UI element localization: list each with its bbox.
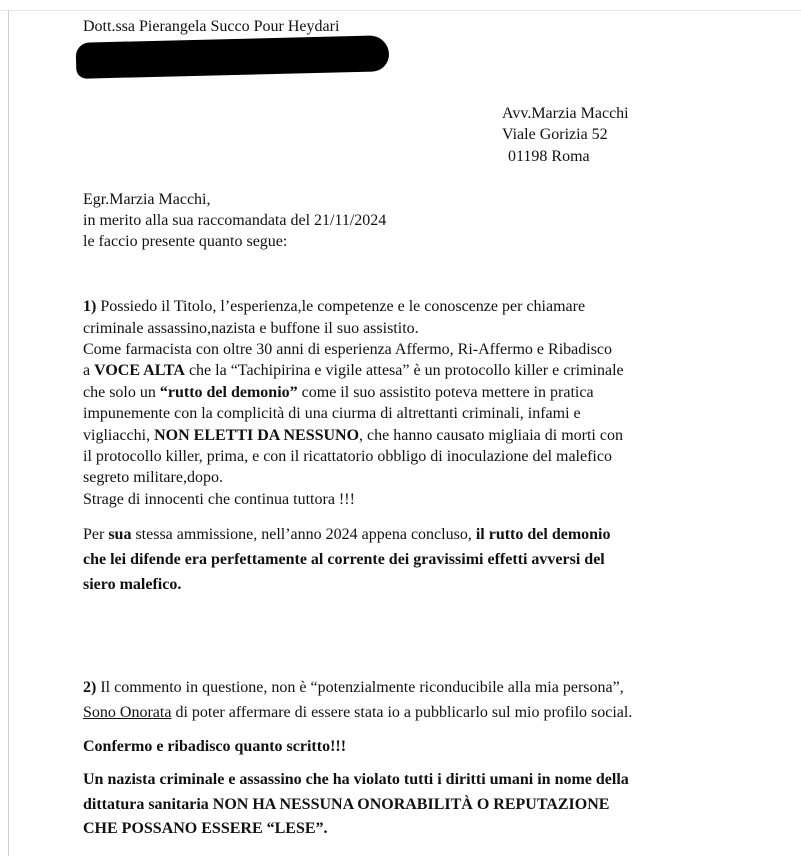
point1-para2-line-2: che lei difende era perfettamente al corrente dei gravissimi effetti avversi del xyxy=(83,551,605,568)
opening-line-2: in merito alla sua raccomandata del 21/11/2024 xyxy=(83,212,387,229)
sender-name: Dott.ssa Pierangela Succo Pour Heydari xyxy=(83,18,340,35)
salutation: Egr.Marzia Macchi, xyxy=(83,191,211,208)
recipient-name: Avv.Marzia Macchi xyxy=(502,105,629,122)
point1-line-2: criminale assassino,nazista e buffone il suo assistito. xyxy=(83,320,419,337)
point1-line-3: Come farmacista con oltre 30 anni di esperienza Affermo, Ri-Affermo e Ribadisco xyxy=(83,341,613,358)
page-left-border xyxy=(8,10,9,856)
point1-para2-line-1: Per sua stessa ammissione, nell’anno 2024 appena concluso, il rutto del demonio xyxy=(83,526,611,543)
point1-line-1: 1) Possiedo il Titolo, l’esperienza,le competenze e le conoscenze per chiamare xyxy=(83,298,586,315)
page-top-border xyxy=(0,10,801,11)
closing-line-3: CHE POSSANO ESSERE “LESE”. xyxy=(83,820,328,837)
point1-line-9: segreto militare,dopo. xyxy=(83,469,223,486)
point1-line-10: Strage di innocenti che continua tuttora !!! xyxy=(83,491,355,508)
closing-line-1: Un nazista criminale e assassino che ha violato tutti i diritti umani in nome della xyxy=(83,771,629,788)
point1-line-7: vigliacchi, NON ELETTI DA NESSUNO, che hanno causato migliaia di morti con xyxy=(83,427,623,444)
recipient-street: Viale Gorizia 52 xyxy=(502,126,608,143)
opening-line-3: le faccio presente quanto segue: xyxy=(83,233,288,250)
point2-line-2: Sono Onorata di poter affermare di essere stata io a pubblicarlo sul mio profilo social. xyxy=(83,704,633,721)
point1-line-4: a VOCE ALTA che la “Tachipirina e vigile attesa” è un protocollo killer e criminale xyxy=(83,362,624,379)
point1-para2-line-3: siero malefico. xyxy=(83,576,182,593)
point1-number: 1) xyxy=(83,298,97,315)
point1-line-6: impunemente con la complicità di una ciurma di altrettanti criminali, infami e xyxy=(83,405,581,422)
point2-number: 2) xyxy=(83,679,97,696)
closing-line-2: dittatura sanitaria NON HA NESSUNA ONORABILITÀ O REPUTAZIONE xyxy=(83,796,610,813)
redaction-mark xyxy=(76,35,390,79)
point2-line-1: 2) Il commento in questione, non è “potenzialmente riconducibile alla mia persona”, xyxy=(83,679,624,696)
point1-line-8: il protocollo killer, prima, e con il ricattatorio obbligo di inoculazione del malefico xyxy=(83,448,612,465)
point1-line-5: che solo un “rutto del demonio” come il suo assistito poteva mettere in pratica xyxy=(83,384,594,401)
recipient-city: 01198 Roma xyxy=(508,148,590,165)
confirm-statement: Confermo e ribadisco quanto scritto!!! xyxy=(83,738,347,755)
